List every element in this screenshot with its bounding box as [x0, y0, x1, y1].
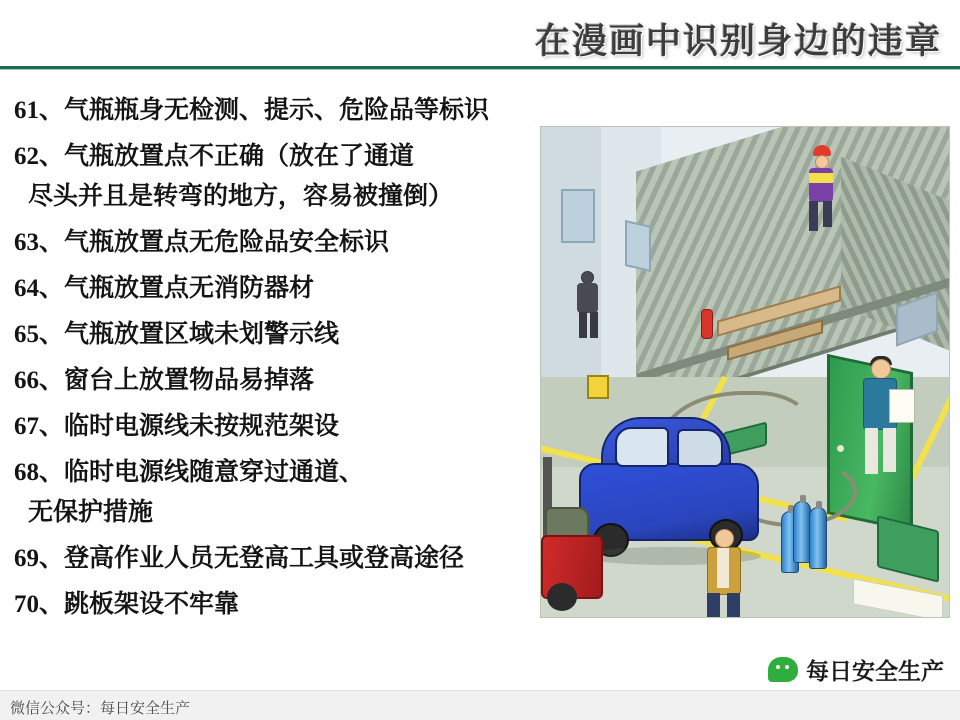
window [561, 189, 595, 243]
violation-list [14, 98, 544, 638]
safety-vest [809, 173, 833, 183]
door-knob [837, 445, 844, 452]
background-person-leg [590, 312, 598, 338]
workshop-cartoon-illustration [540, 126, 950, 618]
list-item: 61、气瓶瓶身无检测、提示、危险品等标识 [14, 97, 490, 124]
footer-bar [0, 690, 960, 720]
list-item: 67、临时电源线未按规范架设 [14, 413, 340, 440]
header-divider [0, 66, 960, 69]
hazard-sign-box [587, 375, 609, 399]
walking-man-shirt [717, 548, 729, 588]
walking-man-head [715, 529, 734, 548]
walking-man-leg [727, 593, 740, 618]
background-person-body [577, 283, 598, 313]
list-item: 无保护措施 [28, 499, 154, 526]
window [625, 220, 651, 272]
roof-worker-head [815, 155, 829, 169]
list-item: 69、登高作业人员无登高工具或登高途径 [14, 545, 465, 572]
roof-worker-leg [809, 201, 818, 231]
gas-cylinder [809, 507, 827, 569]
list-item: 63、气瓶放置点无危险品安全标识 [14, 229, 390, 256]
van-window [677, 429, 723, 467]
slide-header [0, 0, 960, 72]
walking-man-leg [707, 593, 720, 618]
standing-man-head [871, 359, 891, 379]
wechat-icon [768, 657, 798, 682]
footer-credit: 微信公众号：每日安全生产 [10, 700, 191, 717]
standing-man-leg [865, 428, 878, 474]
list-item: 65、气瓶放置区域未划警示线 [14, 321, 340, 348]
list-item: 70、跳板架设不牢靠 [14, 591, 240, 618]
background-person-leg [579, 312, 587, 338]
standing-man-leg [883, 428, 896, 472]
page-title: 在漫画中识别身边的违章 [534, 22, 942, 61]
forklift-wheel [547, 583, 577, 611]
fire-extinguisher-icon [701, 309, 713, 339]
clipboard-paper [889, 389, 915, 423]
list-item: 62、气瓶放置点不正确（放在了通道 [14, 143, 415, 170]
list-item: 64、气瓶放置点无消防器材 [14, 275, 315, 302]
roof-worker-leg [823, 201, 832, 227]
van-window [615, 427, 669, 467]
list-item: 66、窗台上放置物品易掉落 [14, 367, 315, 394]
wechat-account-block [768, 653, 944, 686]
list-item: 尽头并且是转弯的地方，容易被撞倒） [28, 183, 454, 210]
wechat-account-name: 每日安全生产 [806, 659, 944, 684]
list-item: 68、临时电源线随意穿过通道、 [14, 459, 365, 486]
